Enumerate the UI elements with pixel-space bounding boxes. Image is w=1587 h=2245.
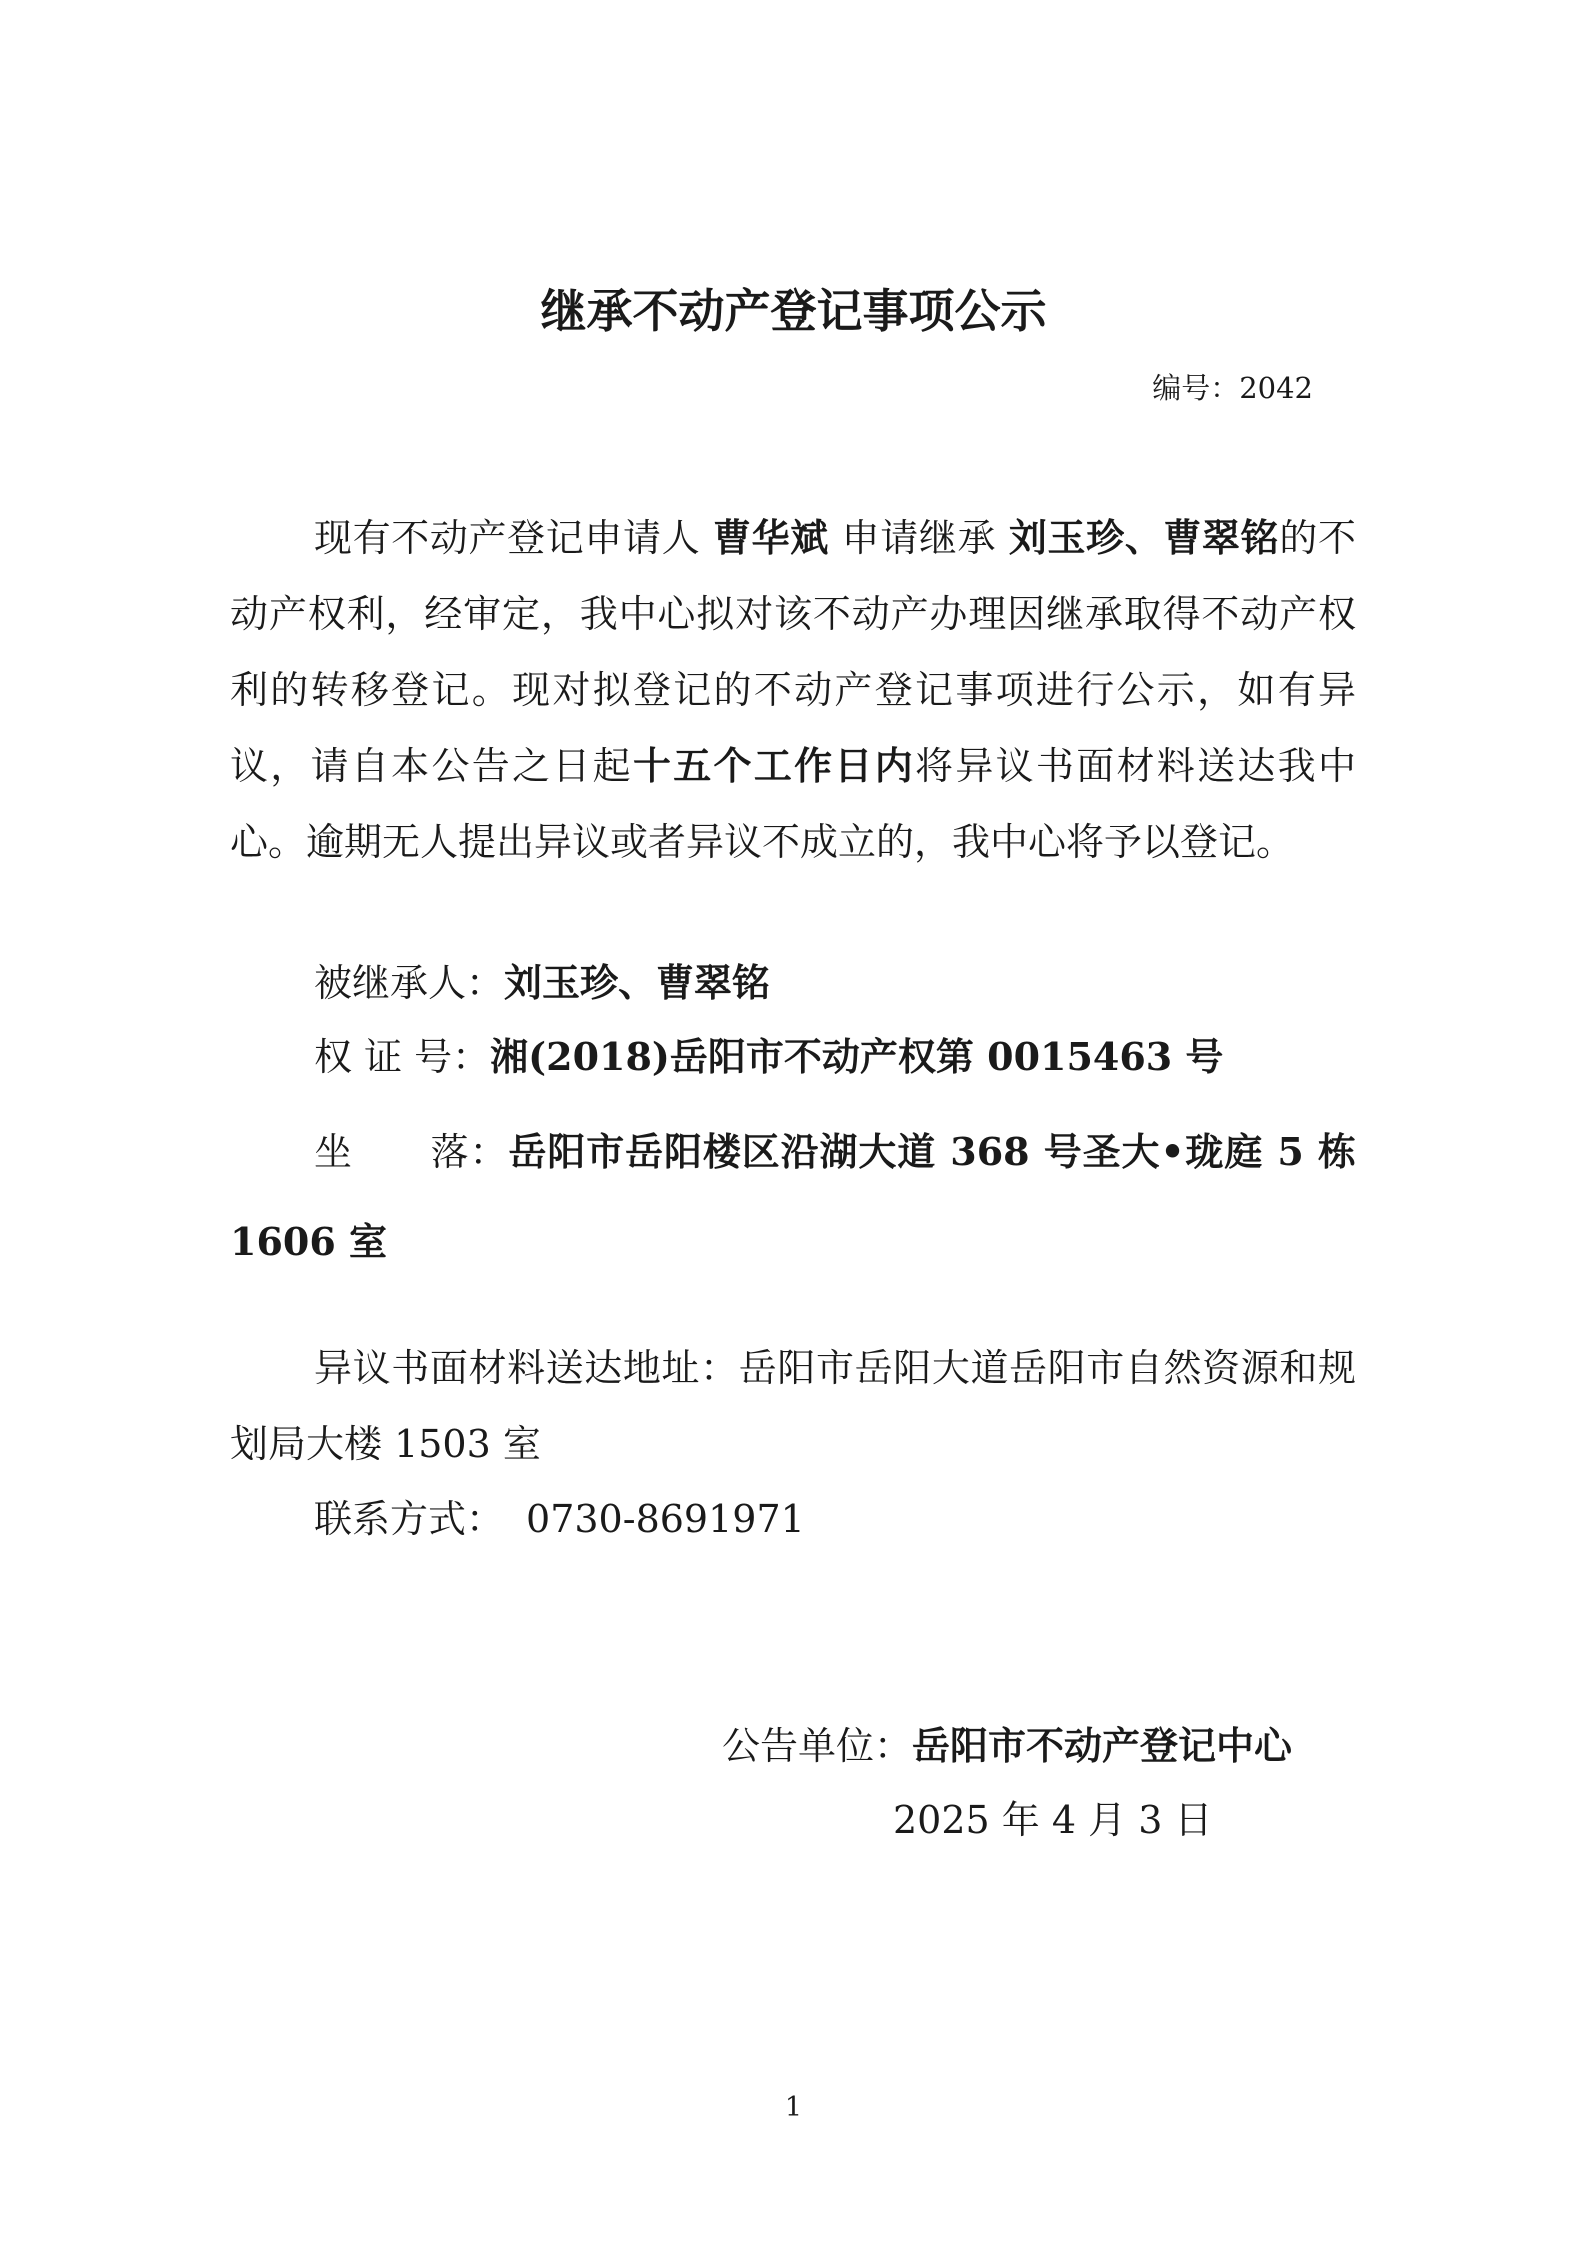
issuer-line [722, 1713, 1292, 1779]
applicant-name: 曹华斌 [713, 515, 829, 560]
location-label: 坐 落： [314, 1130, 509, 1174]
contact-label: 联系方式： [314, 1497, 505, 1541]
notice-date: 2025 年 4 月 3 日 [893, 1798, 1213, 1842]
decedent-field [230, 946, 1356, 1020]
contact-field [230, 1482, 1356, 1556]
objection-deadline: 十五个工作日内 [632, 743, 916, 788]
certificate-value: 湘(2018)岳阳市不动产权第 0015463 号 [490, 1034, 1224, 1079]
objection-address: 异议书面材料送达地址：岳阳市岳阳大道岳阳市自然资源和规划局大楼 1503 室 [230, 1346, 1356, 1466]
property-fields [230, 946, 1356, 1094]
body-text-intro: 现有不动产登记申请人 [314, 516, 701, 560]
notice-body-paragraph [230, 500, 1356, 880]
issuer-label: 公告单位： [722, 1724, 913, 1768]
page-title: 继承不动产登记事项公示 [540, 284, 1047, 338]
body-text-main: 的不动产权利，经审定，我中心拟对该不动产办理因继承取得不动产权利的转移登记。现对拟登记的不动产登记事项进行公示，如有异议，请自本公告之日起 [230, 516, 1356, 788]
certificate-label: 权 证 号： [314, 1035, 491, 1079]
location-value: 岳阳市岳阳楼区沿湖大道 368 号圣大•珑庭 5 栋 1606 室 [230, 1129, 1356, 1264]
certificate-field [230, 1020, 1356, 1094]
document-number: 编号：2042 [1152, 371, 1313, 405]
decedent-names: 刘玉珍、曹翠铭 [1008, 515, 1280, 560]
decedent-label: 被继承人： [314, 961, 505, 1005]
decedent-value: 刘玉珍、曹翠铭 [504, 960, 771, 1005]
issuer-value: 岳阳市不动产登记中心 [912, 1723, 1293, 1768]
body-text-closing: 将异议书面材料送达我中心。逾期无人提出异议或者异议不成立的，我中心将予以登记。 [230, 744, 1356, 864]
body-text-inherit: 申请继承 [841, 516, 997, 560]
location-field [230, 1107, 1356, 1287]
page-number: 1 [784, 2092, 803, 2123]
contact-phone: 0730-8691971 [526, 1497, 805, 1541]
